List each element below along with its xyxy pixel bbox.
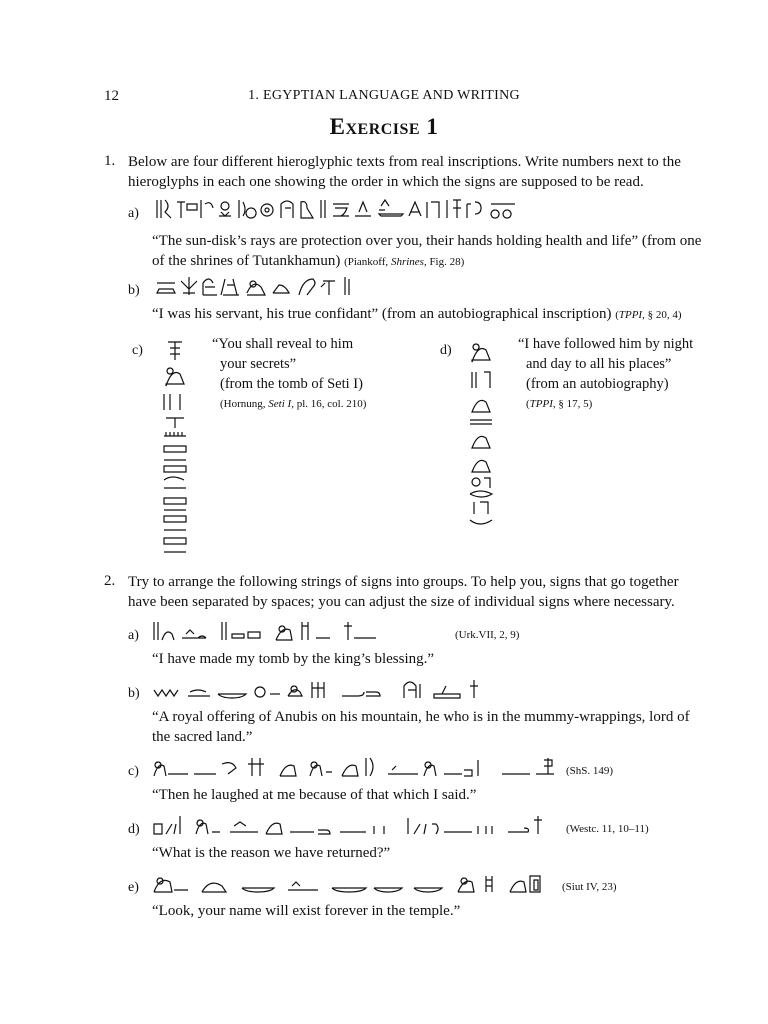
question-1-number: 1. (104, 153, 116, 169)
item-2e-translation (152, 901, 718, 921)
item-1b-citation-post: , § 20, 4) (642, 309, 682, 321)
item-1a-translation (152, 231, 718, 272)
item-2b-translation (152, 707, 718, 747)
exercise-title: Exercise 1 (329, 114, 439, 139)
item-1c-citation-italic: Seti I (268, 398, 292, 410)
item-1c-line-3: (from the tomb of Seti I) (220, 376, 363, 392)
item-1a-citation-italic: Shrines (390, 256, 424, 268)
item-2c-translation-line-1: “Then he laughed at me because of that which I said.” (152, 787, 477, 803)
item-2e-reference: (Siut IV, 23) (562, 881, 617, 893)
hieroglyph-column-1c (158, 338, 192, 560)
item-1c-line-2: your secrets” (220, 356, 297, 372)
item-2e-translation-line-1: “Look, your name will exist forever in the temple.” (152, 903, 461, 919)
item-1d-label: d) (440, 343, 452, 358)
item-2a-translation (152, 649, 718, 669)
item-2c-reference: (ShS. 149) (566, 765, 614, 777)
item-2d-translation (152, 843, 718, 863)
item-1c-citation-post: , pl. 16, col. 210) (291, 398, 367, 410)
page-number: 12 (104, 88, 119, 104)
item-2a-reference: (Urk.VII, 2, 9) (455, 629, 520, 641)
hieroglyph-row-2c (152, 754, 562, 780)
item-1d-citation-pre: ( (526, 398, 530, 410)
item-1a-citation (344, 256, 464, 268)
item-2d-label: d) (128, 822, 140, 837)
item-1a-translation-line-2 (152, 251, 718, 272)
item-1b-label: b) (128, 283, 140, 298)
question-2-line-1: Try to arrange the following strings of signs into groups. To help you, signs that go together (128, 574, 679, 590)
item-1c-citation-pre: (Hornung, (220, 398, 269, 410)
hieroglyph-row-2b (152, 676, 492, 702)
item-1d-citation-post: , § 17, 5) (552, 398, 593, 410)
hieroglyph-row-2e (152, 870, 562, 896)
item-1c-text (212, 334, 412, 414)
item-2d-translation-line-1: “What is the reason we have returned?” (152, 845, 391, 861)
hieroglyph-row-1b (155, 273, 375, 299)
item-2c-label: c) (128, 764, 139, 779)
item-1d-text (518, 334, 718, 414)
item-2c-translation (152, 785, 718, 805)
item-1a-citation-post: , Fig. 28) (423, 256, 465, 268)
item-1d-line-1: “I have followed him by night (518, 336, 694, 352)
item-2e-label: e) (128, 880, 139, 895)
question-1-line-2: hieroglyphs in each one showing the order in which the signs are supposed to be read. (128, 174, 644, 190)
hieroglyph-column-1d (464, 338, 498, 534)
question-1-text (128, 152, 718, 192)
item-1b-translation-text: “I was his servant, his true confidant” (from an autobiographical inscription) (152, 306, 612, 322)
item-2a-label: a) (128, 628, 139, 643)
item-1d-citation (518, 394, 718, 414)
item-2b-translation-line-1: “A royal offering of Anubis on his mountain, he who is in the mummy-wrappings, lord of (152, 709, 690, 725)
item-1d-citation-italic: TPPI (529, 398, 553, 410)
running-header: 1. EGYPTIAN LANGUAGE AND WRITING (248, 88, 520, 103)
hieroglyph-row-2a (152, 618, 452, 644)
item-2d-reference: (Westc. 11, 10–11) (566, 823, 649, 835)
item-2b-label: b) (128, 686, 140, 701)
item-1c-citation (212, 394, 412, 414)
hieroglyph-row-1a (155, 196, 525, 222)
item-1d-line-2: and day to all his places” (526, 356, 672, 372)
question-1-line-1: Below are four different hieroglyphic texts from real inscriptions. Write numbers next to the (128, 154, 681, 170)
hieroglyph-row-2d (152, 812, 562, 838)
item-1b-citation (615, 309, 681, 321)
item-1d-line-3: (from an autobiography) (526, 376, 669, 392)
item-1a-translation-line-1: “The sun-disk’s rays are protection over you, their hands holding health and life” (from one (152, 233, 702, 249)
question-2-line-2: have been separated by spaces; you can adjust the size of individual signs where necessary. (128, 594, 675, 610)
item-1c-line-1: “You shall reveal to him (212, 336, 354, 352)
item-1b-citation-italic: TPPI (618, 309, 643, 321)
item-1a-citation-pre: (Piankoff, (344, 256, 391, 268)
item-2a-translation-line-1: “I have made my tomb by the king’s blessing.” (152, 651, 435, 667)
question-2-number: 2. (104, 573, 116, 589)
item-1a-label: a) (128, 206, 139, 221)
question-2-text (128, 572, 718, 612)
item-2b-translation-line-2: the sacred land.” (152, 729, 253, 745)
item-1c-label: c) (132, 343, 143, 358)
item-1b-citation-pre: ( (615, 309, 619, 321)
item-1b-translation (152, 304, 718, 325)
item-1a-translation-line-2-text: of the shrines of Tutankhamun) (152, 253, 341, 269)
